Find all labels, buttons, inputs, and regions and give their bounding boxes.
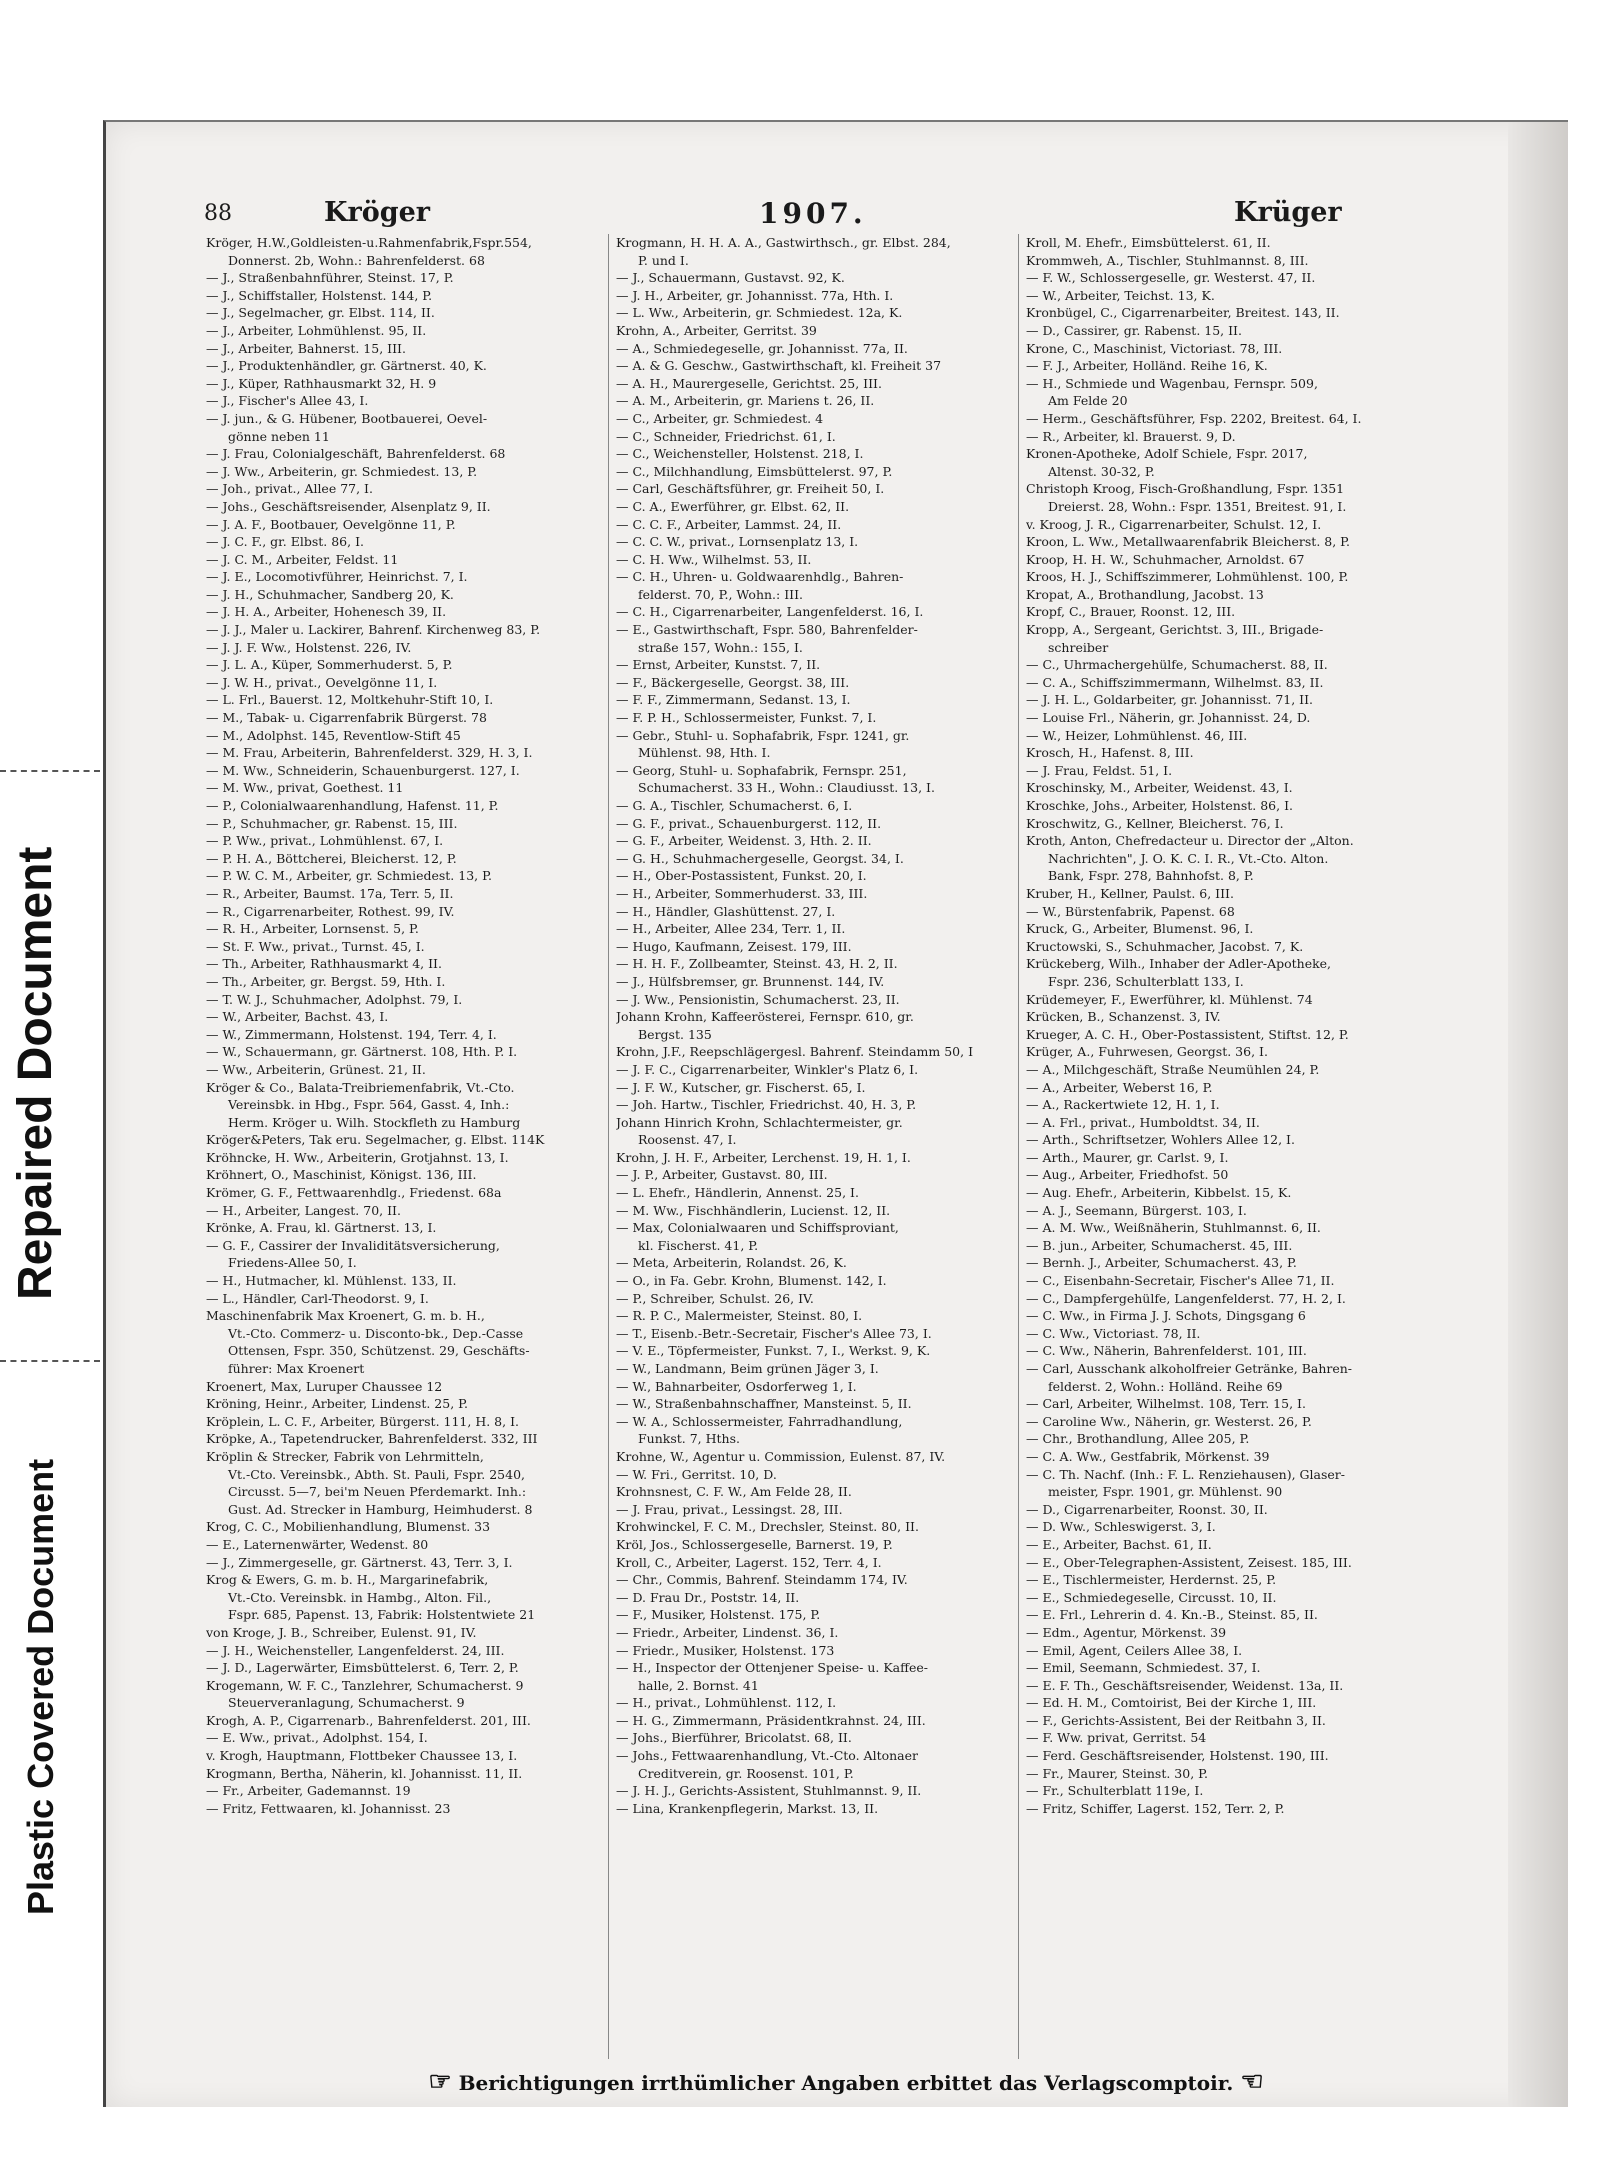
directory-entry: Krone, C., Maschinist, Victoriast. 78, III. xyxy=(1026,340,1283,356)
directory-entry: — J. H., Arbeiter, gr. Johannisst. 77a, Hth. I. xyxy=(616,287,894,303)
directory-entry: straße 157, Wohn.: 155, I. xyxy=(638,639,803,655)
directory-entry: Kröger, H.W.,Goldleisten-u.Rahmenfabrik,Fspr.554, xyxy=(206,235,532,250)
directory-entry: Kroschwitz, G., Kellner, Bleicherst. 76, I. xyxy=(1026,815,1284,831)
directory-entry: — D. Ww., Schleswigerst. 3, I. xyxy=(1026,1519,1216,1535)
directory-entry: Kroschinsky, M., Arbeiter, Weidenst. 43, I. xyxy=(1026,780,1293,796)
directory-entry: Kroenert, Max, Luruper Chaussee 12 xyxy=(206,1378,443,1394)
directory-entry: schreiber xyxy=(1048,639,1109,655)
directory-entry: — A., Milchgeschäft, Straße Neumühlen 24, P. xyxy=(1026,1061,1320,1077)
directory-entry: Am Felde 20 xyxy=(1048,393,1128,409)
directory-entry: — F. Ww. privat, Gerritst. 54 xyxy=(1026,1730,1207,1746)
directory-entry: — Joh., privat., Allee 77, I. xyxy=(206,481,373,497)
directory-entry: Kröplin & Strecker, Fabrik von Lehrmitteln, xyxy=(206,1448,484,1464)
directory-entry: — W., Heizer, Lohmühlenst. 46, III. xyxy=(1026,727,1248,743)
plastic-covered-document-label: Plastic Covered Document xyxy=(20,1458,61,1915)
directory-entry: — J. C. M., Arbeiter, Feldst. 11 xyxy=(206,551,399,567)
footer-notice: Berichtigungen irrthümlicher Angaben erbittet das Verlagscomptoir. xyxy=(458,2071,1234,2095)
directory-entry: Creditverein, gr. Roosenst. 101, P. xyxy=(638,1765,854,1781)
directory-entry: — C., Eisenbahn-Secretair, Fischer's Allee 71, II. xyxy=(1026,1273,1335,1289)
directory-entry: — G. F., Cassirer der Invaliditätsversicherung, xyxy=(206,1237,500,1253)
directory-entry: — Edm., Agentur, Mörkenst. 39 xyxy=(1026,1624,1227,1640)
directory-entry: — G. A., Tischler, Schumacherst. 6, I. xyxy=(616,798,853,813)
directory-entry: Bergst. 135 xyxy=(638,1026,712,1042)
directory-entry: — W., Schauermann, gr. Gärtnerst. 108, Hth. P. I. xyxy=(206,1044,518,1060)
directory-entry: — P. Ww., privat., Lohmühlenst. 67, I. xyxy=(206,833,444,849)
directory-entry: Kropat, A., Brothandlung, Jacobst. 13 xyxy=(1026,586,1264,602)
directory-entry: — M. Frau, Arbeiterin, Bahrenfelderst. 329, H. 3, I. xyxy=(206,745,533,761)
directory-entry: Krohnsnest, C. F. W., Am Felde 28, II. xyxy=(616,1484,852,1500)
directory-entry: — H., Hutmacher, kl. Mühlenst. 133, II. xyxy=(206,1273,457,1289)
directory-entry: Kröl, Jos., Schlossergeselle, Barnerst. 19, P. xyxy=(616,1536,893,1552)
directory-entry: — A., Arbeiter, Weberst 16, P. xyxy=(1026,1079,1213,1095)
directory-entry: — Arth., Maurer, gr. Carlst. 9, I. xyxy=(1026,1149,1229,1165)
directory-entry: — J. J. F. Ww., Holstenst. 226, IV. xyxy=(206,639,412,655)
section-divider-bottom xyxy=(0,1360,100,1362)
directory-entry: — C., Milchhandlung, Eimsbüttelerst. 97, P. xyxy=(616,463,893,479)
directory-entry: — C. A., Ewerführer, gr. Elbst. 62, II. xyxy=(616,498,850,514)
directory-entry: — Th., Arbeiter, gr. Bergst. 59, Hth. I. xyxy=(206,973,446,989)
directory-entry: — P., Schuhmacher, gr. Rabenst. 15, III. xyxy=(206,815,458,831)
directory-entry: — J., Arbeiter, Bahnerst. 15, III. xyxy=(206,340,406,356)
directory-entry: Kröning, Heinr., Arbeiter, Lindenst. 25, P. xyxy=(206,1396,469,1412)
directory-entry: Krog & Ewers, G. m. b. H., Margarinefabrik, xyxy=(206,1572,489,1588)
directory-entry: v. Krogh, Hauptmann, Flottbeker Chaussee 13, I. xyxy=(206,1748,518,1764)
directory-entry: — L. Ww., Arbeiterin, gr. Schmiedest. 12a, K. xyxy=(616,305,903,321)
directory-entry: — Ernst, Arbeiter, Kunstst. 7, II. xyxy=(616,657,821,673)
directory-entry: P. und I. xyxy=(638,252,689,268)
directory-entry: — M. Ww., privat, Goethest. 11 xyxy=(206,780,404,796)
directory-entry: — W., Bürstenfabrik, Papenst. 68 xyxy=(1026,903,1235,919)
directory-entry: Kronbügel, C., Cigarrenarbeiter, Breitest. 143, II. xyxy=(1026,305,1340,321)
directory-entry: — J. F. C., Cigarrenarbeiter, Winkler's Platz 6, I. xyxy=(616,1061,919,1077)
directory-entry: — J. L. A., Küper, Sommerhuderst. 5, P. xyxy=(206,657,453,673)
directory-entry: — B. jun., Arbeiter, Schumacherst. 45, III. xyxy=(1026,1237,1293,1253)
directory-entry: Krüdemeyer, F., Ewerführer, kl. Mühlenst. 74 xyxy=(1026,991,1313,1007)
directory-entry: — W., Straßenbahnschaffner, Mansteinst. 5, II. xyxy=(616,1396,912,1412)
directory-entry: Kroop, H. H. W., Schuhmacher, Arnoldst. 67 xyxy=(1026,551,1305,567)
directory-entry: — H., privat., Lohmühlenst. 112, I. xyxy=(616,1695,837,1711)
directory-entry: Kroll, C., Arbeiter, Lagerst. 152, Terr. 4, I. xyxy=(616,1554,882,1570)
column-rule xyxy=(1018,234,1019,2059)
directory-entry: — Louise Frl., Näherin, gr. Johannisst. 24, D. xyxy=(1026,710,1311,726)
directory-entry: — Emil, Seemann, Schmiedest. 37, I. xyxy=(1026,1660,1261,1676)
directory-entry: — Fr., Schulterblatt 119e, I. xyxy=(1026,1783,1204,1799)
directory-entry: — C. Ww., in Firma J. J. Schots, Dingsgang 6 xyxy=(1026,1308,1306,1324)
directory-entry: Krücken, B., Schanzenst. 3, IV. xyxy=(1026,1009,1221,1025)
directory-entry: Kropf, C., Brauer, Roonst. 12, III. xyxy=(1026,604,1236,620)
directory-entry: — Meta, Arbeiterin, Rolandst. 26, K. xyxy=(616,1255,847,1271)
directory-entry: — J. jun., & G. Hübener, Bootbauerei, Oevel- xyxy=(206,410,488,426)
directory-entry: Kronen-Apotheke, Adolf Schiele, Fspr. 2017, xyxy=(1026,446,1308,462)
directory-entry: — E. Frl., Lehrerin d. 4. Kn.-B., Steinst. 85, II. xyxy=(1026,1607,1318,1623)
directory-entry: Kruber, H., Kellner, Paulst. 6, III. xyxy=(1026,885,1234,901)
directory-entry: — J. Ww., Pensionistin, Schumacherst. 23, II. xyxy=(616,991,900,1007)
directory-entry: Johann Krohn, Kaffeerösterei, Fernspr. 610, gr. xyxy=(616,1009,914,1025)
directory-entry: Vt.-Cto. Vereinsbk. in Hambg., Alton. Fil., xyxy=(228,1589,492,1605)
directory-entry: — J. F. W., Kutscher, gr. Fischerst. 65, I. xyxy=(616,1079,866,1095)
directory-entry: — J. W. H., privat., Oevelgönne 11, I. xyxy=(206,674,438,690)
directory-entry: Ottensen, Fspr. 350, Schützenst. 29, Geschäfts- xyxy=(228,1343,530,1359)
directory-entry: Krogmann, Bertha, Näherin, kl. Johannisst. 11, II. xyxy=(206,1765,523,1781)
directory-entry: — Friedr., Musiker, Holstenst. 173 xyxy=(616,1642,835,1658)
directory-entry: — R., Arbeiter, Baumst. 17a, Terr. 5, II. xyxy=(206,885,454,901)
directory-entry: meister, Fspr. 1901, gr. Mühlenst. 90 xyxy=(1048,1484,1283,1500)
directory-entry: — M., Adolphst. 145, Reventlow-Stift 45 xyxy=(206,727,461,743)
directory-entry: — M., Tabak- u. Cigarrenfabrik Bürgerst. 78 xyxy=(206,710,487,726)
directory-entry: Kropp, A., Sergeant, Gerichtst. 3, III., Brigade- xyxy=(1026,622,1324,638)
directory-entry: — C. A. Ww., Gestfabrik, Mörkenst. 39 xyxy=(1026,1448,1270,1464)
directory-entry: — H., Inspector der Ottenjener Speise- u. Kaffee- xyxy=(616,1660,929,1676)
directory-entry: — J. Ww., Arbeiterin, gr. Schmiedest. 13, P. xyxy=(206,463,478,479)
page-number: 88 xyxy=(204,201,232,226)
directory-entry: — J. A. F., Bootbauer, Oevelgönne 11, P. xyxy=(206,516,456,532)
directory-entry: Nachrichten", J. O. K. C. I. R., Vt.-Cto. Alton. xyxy=(1048,850,1329,866)
directory-entry: — Ferd. Geschäftsreisender, Holstenst. 190, III. xyxy=(1026,1748,1329,1764)
directory-entry: Kroschke, Johs., Arbeiter, Holstenst. 86, I. xyxy=(1026,798,1293,813)
directory-entry: — F., Gerichts-Assistent, Bei der Reitbahn 3, II. xyxy=(1026,1712,1326,1728)
directory-entry: — H., Arbeiter, Langest. 70, II. xyxy=(206,1202,401,1218)
directory-entry: — A., Rackertwiete 12, H. 1, I. xyxy=(1026,1097,1220,1113)
directory-entry: — J. D., Lagerwärter, Eimsbüttelerst. 6, Terr. 2, P. xyxy=(206,1660,519,1676)
directory-entry: Kröhnert, O., Maschinist, Königst. 136, III. xyxy=(206,1167,477,1183)
directory-entry: — A., Schmiedegeselle, gr. Johannisst. 77a, II. xyxy=(616,340,908,356)
directory-entry: — P., Colonialwaarenhandlung, Hafenst. 11, P. xyxy=(206,798,499,813)
directory-entry: — H. G., Zimmermann, Präsidentkrahnst. 24, III. xyxy=(616,1712,926,1728)
directory-entry: Friedens-Allee 50, I. xyxy=(228,1255,357,1271)
directory-entry: — T., Eisenb.-Betr.-Secretair, Fischer's Allee 73, I. xyxy=(616,1325,932,1341)
directory-entry: Krueger, A. C. H., Ober-Postassistent, Stiftst. 12, P. xyxy=(1026,1026,1349,1042)
directory-entry: — J. H. L., Goldarbeiter, gr. Johannisst. 71, II. xyxy=(1026,692,1314,708)
directory-entry: — C., Dampfergehülfe, Langenfelderst. 77, H. 2, I. xyxy=(1026,1290,1346,1306)
directory-entry: — Lina, Krankenpflegerin, Markst. 13, II. xyxy=(616,1800,879,1816)
directory-entry: — Fr., Maurer, Steinst. 30, P. xyxy=(1026,1765,1209,1781)
directory-entry: — A. J., Seemann, Bürgerst. 103, I. xyxy=(1026,1202,1247,1218)
directory-entry: — C. C. F., Arbeiter, Lammst. 24, II. xyxy=(616,516,842,532)
directory-entry: — W., Zimmermann, Holstenst. 194, Terr. 4, I. xyxy=(206,1026,497,1042)
directory-entry: — Chr., Brothandlung, Allee 205, P. xyxy=(1026,1431,1250,1447)
directory-entry: — J. H., Schuhmacher, Sandberg 20, K. xyxy=(206,586,454,602)
directory-entry: — W. Fri., Gerritst. 10, D. xyxy=(616,1466,777,1482)
directory-entry: — H., Arbeiter, Sommerhuderst. 33, III. xyxy=(616,885,868,901)
directory-entry: — W. A., Schlossermeister, Fahrradhandlung, xyxy=(616,1413,903,1429)
directory-entry: — H., Händler, Glashüttenst. 27, I. xyxy=(616,903,836,919)
directory-entry: — J., Straßenbahnführer, Steinst. 17, P. xyxy=(206,270,454,286)
directory-entry: — G. F., privat., Schauenburgerst. 112, II. xyxy=(616,815,882,831)
directory-entry: — J. Frau, Colonialgeschäft, Bahrenfelderst. 68 xyxy=(206,446,506,462)
directory-entry: — E., Laternenwärter, Wedenst. 80 xyxy=(206,1536,429,1552)
directory-entry: — F. F., Zimmermann, Sedanst. 13, I. xyxy=(616,692,851,708)
pointing-hand-icon: ☞ xyxy=(428,2067,452,2097)
directory-entry: — F., Musiker, Holstenst. 175, P. xyxy=(616,1607,821,1623)
directory-entry: Kröpke, A., Tapetendrucker, Bahrenfelderst. 332, III xyxy=(206,1431,538,1447)
directory-entry: — J., Arbeiter, Lohmühlenst. 95, II. xyxy=(206,322,427,338)
directory-entry: — P. W. C. M., Arbeiter, gr. Schmiedest. 13, P. xyxy=(206,868,492,884)
directory-entry: — M. Ww., Schneiderin, Schauenburgerst. 127, I. xyxy=(206,762,520,778)
directory-entry: — J. H. A., Arbeiter, Hohenesch 39, II. xyxy=(206,604,447,620)
directory-entry: Kroth, Anton, Chefredacteur u. Director der „Alton. xyxy=(1026,833,1354,849)
directory-entry: Christoph Kroog, Fisch-Großhandlung, Fspr. 1351 xyxy=(1026,481,1345,497)
directory-entry: — L., Händler, Carl-Theodorst. 9, I. xyxy=(206,1290,429,1306)
directory-entry: — Max, Colonialwaaren und Schiffsproviant, xyxy=(616,1220,899,1236)
directory-entry: Krohn, J.F., Reepschlägergesl. Bahrenf. Steindamm 50, I xyxy=(616,1044,974,1060)
directory-entry: Schumacherst. 33 H., Wohn.: Claudiusst. 13, I. xyxy=(638,780,935,796)
directory-entry: — J., Schauermann, Gustavst. 92, K. xyxy=(616,270,845,286)
directory-entry: felderst. 2, Wohn.: Holländ. Reihe 69 xyxy=(1048,1378,1283,1394)
directory-entry: — Fr., Arbeiter, Gademannst. 19 xyxy=(206,1783,411,1799)
directory-entry: — St. F. Ww., privat., Turnst. 45, I. xyxy=(206,938,425,954)
directory-entry: — Th., Arbeiter, Rathhausmarkt 4, II. xyxy=(206,956,442,972)
directory-entry: — R., Cigarrenarbeiter, Rothest. 99, IV. xyxy=(206,903,455,919)
directory-entry: — W., Bahnarbeiter, Osdorferweg 1, I. xyxy=(616,1378,857,1394)
directory-entry: — R. P. C., Malermeister, Steinst. 80, I. xyxy=(616,1308,863,1324)
directory-entry: halle, 2. Bornst. 41 xyxy=(638,1677,759,1693)
directory-entry: — D. Frau Dr., Poststr. 14, II. xyxy=(616,1589,800,1605)
directory-entry: v. Kroog, J. R., Cigarrenarbeiter, Schulst. 12, I. xyxy=(1026,516,1322,532)
directory-entry: — C. Ww., Näherin, Bahrenfelderst. 101, III. xyxy=(1026,1343,1307,1359)
page-header xyxy=(204,197,1376,233)
directory-entry: — L. Frl., Bauerst. 12, Moltkehuhr-Stift 10, I. xyxy=(206,692,494,708)
directory-entry: — J. Frau, privat., Lessingst. 28, III. xyxy=(616,1501,843,1517)
directory-entry: — Chr., Commis, Bahrenf. Steindamm 174, IV. xyxy=(616,1572,908,1588)
directory-entry: Krogh, A. P., Cigarrenarb., Bahrenfelderst. 201, III. xyxy=(206,1712,531,1728)
section-divider-top xyxy=(0,770,100,772)
directory-entry: Kröplein, L. C. F., Arbeiter, Bürgerst. 111, H. 8, I. xyxy=(206,1413,519,1429)
directory-entry: Circusst. 5—7, bei'm Neuen Pferdemarkt. Inh.: xyxy=(228,1484,527,1500)
directory-entry: — Johs., Geschäftsreisender, Alsenplatz 9, II. xyxy=(206,498,491,514)
directory-entry: — J. P., Arbeiter, Gustavst. 80, III. xyxy=(616,1167,828,1183)
directory-entry: — C. H., Cigarrenarbeiter, Langenfelderst. 16, I. xyxy=(616,604,924,620)
directory-entry: kl. Fischerst. 41, P. xyxy=(638,1237,759,1253)
directory-entry: — D., Cassirer, gr. Rabenst. 15, II. xyxy=(1026,322,1242,338)
directory-entry: Fspr. 236, Schulterblatt 133, I. xyxy=(1048,973,1244,989)
directory-entry: — J., Schiffstaller, Holstenst. 144, P. xyxy=(206,287,433,303)
directory-entry: — C., Schneider, Friedrichst. 61, I. xyxy=(616,428,836,444)
directory-entry: — E., Gastwirthschaft, Fspr. 580, Bahrenfelder- xyxy=(616,622,918,638)
directory-entry: — A. & G. Geschw., Gastwirthschaft, kl. Freiheit 37 xyxy=(616,358,942,374)
directory-entry: — Carl, Geschäftsführer, gr. Freiheit 50, I. xyxy=(616,481,885,497)
directory-entry: Krohne, W., Agentur u. Commission, Eulenst. 87, IV. xyxy=(616,1448,946,1464)
left-running-head: Kröger xyxy=(324,197,430,228)
directory-entry: Krog, C. C., Mobilienhandlung, Blumenst. 33 xyxy=(206,1519,491,1535)
directory-entry: — W., Landmann, Beim grünen Jäger 3, I. xyxy=(616,1361,879,1376)
directory-entry: Krohwinckel, F. C. M., Drechsler, Steinst. 80, II. xyxy=(616,1519,919,1535)
directory-entry: Krohn, A., Arbeiter, Gerritst. 39 xyxy=(616,322,817,338)
directory-entry: Roosenst. 47, I. xyxy=(638,1132,737,1148)
directory-entry: — Friedr., Arbeiter, Lindenst. 36, I. xyxy=(616,1624,839,1640)
directory-entry: — Joh. Hartw., Tischler, Friedrichst. 40, H. 3, P. xyxy=(616,1097,917,1113)
directory-entry: — Carl, Arbeiter, Wilhelmst. 108, Terr. 15, I. xyxy=(1026,1396,1306,1412)
directory-entry: — E. F. Th., Geschäftsreisender, Weidenst. 13a, II. xyxy=(1026,1677,1344,1693)
directory-entry: — Aug., Arbeiter, Friedhofst. 50 xyxy=(1026,1167,1229,1183)
directory-entry: — Herm., Geschäftsführer, Fsp. 2202, Breitest. 64, I. xyxy=(1026,410,1362,426)
directory-entry: von Kroge, J. B., Schreiber, Eulenst. 91, IV. xyxy=(206,1624,477,1640)
directory-entry: — D., Cigarrenarbeiter, Roonst. 30, II. xyxy=(1026,1501,1268,1517)
directory-entry: Krüger, A., Fuhrwesen, Georgst. 36, I. xyxy=(1026,1044,1268,1060)
directory-entry: — P. H. A., Böttcherei, Bleicherst. 12, P. xyxy=(206,850,457,866)
directory-entry: — Ed. H. M., Comtoirist, Bei der Kirche 1, III. xyxy=(1026,1695,1317,1711)
directory-entry: — J., Zimmergeselle, gr. Gärtnerst. 43, Terr. 3, I. xyxy=(206,1554,513,1570)
directory-entry: — F. P. H., Schlossermeister, Funkst. 7, I. xyxy=(616,710,877,726)
directory-entry: felderst. 70, P., Wohn.: III. xyxy=(638,586,804,602)
directory-entry: Krosch, H., Hafenst. 8, III. xyxy=(1026,745,1194,761)
directory-entry: — G. F., Arbeiter, Weidenst. 3, Hth. 2. II. xyxy=(616,833,872,849)
directory-entry: — J. Frau, Feldst. 51, I. xyxy=(1026,762,1173,778)
column-rule xyxy=(608,234,609,2059)
directory-entry: Krückeberg, Wilh., Inhaber der Adler-Apotheke, xyxy=(1026,956,1332,972)
directory-entry: Kroos, H. J., Schiffszimmerer, Lohmühlenst. 100, P. xyxy=(1026,569,1349,585)
directory-entry: — Emil, Agent, Ceilers Allee 38, I. xyxy=(1026,1642,1243,1658)
directory-entry: — C. C. W., privat., Lornsenplatz 13, I. xyxy=(616,534,859,550)
directory-entry: — V. E., Töpfermeister, Funkst. 7, I., Werkst. 9, K. xyxy=(616,1343,931,1359)
directory-entry: Kruck, G., Arbeiter, Blumenst. 96, I. xyxy=(1026,921,1254,937)
directory-entry: — H., Arbeiter, Allee 234, Terr. 1, II. xyxy=(616,921,846,937)
directory-entry: Vt.-Cto. Vereinsbk., Abth. St. Pauli, Fspr. 2540, xyxy=(228,1466,525,1482)
directory-entry: — P., Schreiber, Schulst. 26, IV. xyxy=(616,1290,814,1306)
directory-entry: Krogemann, W. F. C., Tanzlehrer, Schumacherst. 9 xyxy=(206,1677,524,1693)
directory-entry: Kröhncke, H. Ww., Arbeiterin, Grotjahnst. 13, I. xyxy=(206,1149,509,1165)
directory-entry: Funkst. 7, Hths. xyxy=(638,1431,740,1447)
directory-entry: Altenst. 30-32, P. xyxy=(1048,463,1155,479)
directory-entry: — J., Küper, Rathhausmarkt 32, H. 9 xyxy=(206,375,437,391)
directory-entry: — C. Ww., Victoriast. 78, II. xyxy=(1026,1325,1201,1341)
repaired-document-label: Repaired Document xyxy=(9,846,62,1300)
directory-entry: — E., Tischlermeister, Herdernst. 25, P. xyxy=(1026,1572,1277,1588)
directory-entry: — Bernh. J., Arbeiter, Schumacherst. 43, P. xyxy=(1026,1255,1297,1271)
directory-entry: — C. A., Schiffszimmermann, Wilhelmst. 83, II. xyxy=(1026,674,1324,690)
directory-entry: — G. H., Schuhmachergeselle, Georgst. 34, I. xyxy=(616,850,904,866)
directory-column-3 xyxy=(1026,234,1418,1817)
directory-entry: gönne neben 11 xyxy=(228,428,330,444)
directory-entry: Kröger&Peters, Tak eru. Segelmacher, g. Elbst. 114K xyxy=(206,1132,545,1148)
directory-entry: — J. J., Maler u. Lackirer, Bahrenf. Kirchenweg 83, P. xyxy=(206,622,541,638)
directory-entry: — A. M., Arbeiterin, gr. Mariens t. 26, II. xyxy=(616,393,875,409)
directory-entry: — A. M. Ww., Weißnäherin, Stuhlmannst. 6, II. xyxy=(1026,1220,1321,1236)
directory-entry: — Gebr., Stuhl- u. Sophafabrik, Fspr. 1241, gr. xyxy=(616,727,910,743)
directory-entry: — O., in Fa. Gebr. Krohn, Blumenst. 142, I. xyxy=(616,1273,887,1289)
directory-entry: — Aug. Ehefr., Arbeiterin, Kibbelst. 15, K. xyxy=(1026,1185,1292,1201)
directory-entry: — J., Hülfsbremser, gr. Brunnenst. 144, IV. xyxy=(616,973,885,989)
directory-entry: Dreierst. 28, Wohn.: Fspr. 1351, Breitest. 91, I. xyxy=(1048,498,1347,514)
directory-entry: Krogmann, H. H. A. A., Gastwirthsch., gr. Elbst. 284, xyxy=(616,235,951,250)
directory-entry: — F. J., Arbeiter, Holländ. Reihe 16, K. xyxy=(1026,358,1268,374)
directory-entry: — Georg, Stuhl- u. Sophafabrik, Fernspr. 251, xyxy=(616,762,907,778)
directory-entry: — Carl, Ausschank alkoholfreier Getränke, Bahren- xyxy=(1026,1361,1353,1376)
directory-entry: — J. H. J., Gerichts-Assistent, Stuhlmannst. 9, II. xyxy=(616,1783,922,1799)
directory-entry: — F. W., Schlossergeselle, gr. Westerst. 47, II. xyxy=(1026,270,1316,286)
directory-entry: Kroon, L. Ww., Metallwaarenfabrik Bleicherst. 8, P. xyxy=(1026,534,1351,550)
directory-column-2 xyxy=(616,234,1008,1817)
directory-entry: Gust. Ad. Strecker in Hamburg, Heimhuderst. 8 xyxy=(228,1501,533,1517)
directory-entry: Krömer, G. F., Fettwaarenhdlg., Friedenst. 68a xyxy=(206,1185,502,1201)
directory-entry: — J., Segelmacher, gr. Elbst. 114, II. xyxy=(206,305,435,321)
directory-entry: — C., Weichensteller, Holstenst. 218, I. xyxy=(616,446,864,462)
directory-entry: — A. H., Maurergeselle, Gerichtst. 25, III. xyxy=(616,375,882,391)
directory-entry: — C. H. Ww., Wilhelmst. 53, II. xyxy=(616,551,812,567)
directory-entry: Krönke, A. Frau, kl. Gärtnerst. 13, I. xyxy=(206,1220,437,1236)
directory-entry: Kröger & Co., Balata-Treibriemenfabrik, Vt.-Cto. xyxy=(206,1079,515,1095)
directory-entry: Vt.-Cto. Commerz- u. Disconto-bk., Dep.-Casse xyxy=(228,1325,524,1341)
directory-entry: Kroll, M. Ehefr., Eimsbüttelerst. 61, II. xyxy=(1026,235,1271,250)
directory-entry: — W., Arbeiter, Bachst. 43, I. xyxy=(206,1009,389,1025)
directory-entry: — Johs., Bierführer, Bricolatst. 68, II. xyxy=(616,1730,852,1746)
directory-entry: — J., Fischer's Allee 43, I. xyxy=(206,393,369,409)
directory-entry: — C. Th. Nachf. (Inh.: F. L. Renziehausen), Glaser- xyxy=(1026,1466,1345,1482)
directory-entry: — Fritz, Fettwaaren, kl. Johannisst. 23 xyxy=(206,1800,451,1816)
directory-entry: — W., Arbeiter, Teichst. 13, K. xyxy=(1026,287,1215,303)
directory-entry: — J. C. F., gr. Elbst. 86, I. xyxy=(206,534,364,550)
pointing-hand-icon: ☜ xyxy=(1240,2067,1264,2097)
right-running-head: Krüger xyxy=(1234,197,1342,228)
directory-entry: — C. H., Uhren- u. Goldwaarenhdlg., Bahren- xyxy=(616,569,904,585)
directory-entry: Maschinenfabrik Max Kroenert, G. m. b. H., xyxy=(206,1308,485,1324)
directory-entry: Krohn, J. H. F., Arbeiter, Lerchenst. 19, H. 1, I. xyxy=(616,1149,911,1165)
directory-entry: Krommweh, A., Tischler, Stuhlmannst. 8, III. xyxy=(1026,252,1309,268)
directory-entry: — E., Schmiedegeselle, Circusst. 10, II. xyxy=(1026,1589,1277,1605)
directory-entry: — F., Bäckergeselle, Georgst. 38, III. xyxy=(616,674,850,690)
directory-entry: — Hugo, Kaufmann, Zeisest. 179, III. xyxy=(616,938,852,954)
directory-entry: Steuerveranlagung, Schumacherst. 9 xyxy=(228,1695,465,1711)
directory-entry: Fspr. 685, Papenst. 13, Fabrik: Holstentwiete 21 xyxy=(228,1607,536,1623)
page-edge-shadow xyxy=(1508,122,1568,2107)
directory-entry: — Johs., Fettwaarenhandlung, Vt.-Cto. Altonaer xyxy=(616,1748,918,1764)
directory-entry: — Ww., Arbeiterin, Grünest. 21, II. xyxy=(206,1061,426,1077)
directory-entry: — R. H., Arbeiter, Lornsenst. 5, P. xyxy=(206,921,419,937)
directory-entry: — H. H. F., Zollbeamter, Steinst. 43, H. 2, II. xyxy=(616,956,898,972)
year-heading: 1907. xyxy=(759,197,867,230)
directory-entry: — M. Ww., Fischhändlerin, Lucienst. 12, II. xyxy=(616,1202,891,1218)
directory-column-1 xyxy=(206,234,598,1817)
directory-entry: — Caroline Ww., Näherin, gr. Westerst. 26, P. xyxy=(1026,1413,1312,1429)
directory-entry: — Fritz, Schiffer, Lagerst. 152, Terr. 2, P. xyxy=(1026,1800,1285,1816)
directory-entry: Vereinsbk. in Hbg., Fspr. 564, Gasst. 4, Inh.: xyxy=(228,1097,510,1113)
directory-entry: — C., Arbeiter, gr. Schmiedest. 4 xyxy=(616,410,824,426)
directory-entry: Mühlenst. 98, Hth. I. xyxy=(638,745,771,761)
directory-entry: — J. H., Weichensteller, Langenfelderst. 24, III. xyxy=(206,1642,505,1658)
directory-entry: — L. Ehefr., Händlerin, Annenst. 25, I. xyxy=(616,1185,859,1201)
directory-entry: führer: Max Kroenert xyxy=(228,1361,365,1376)
directory-entry: — C., Uhrmachergehülfe, Schumacherst. 88, II. xyxy=(1026,657,1328,673)
scanned-page xyxy=(103,120,1568,2107)
directory-entry: Bank, Fspr. 278, Bahnhofst. 8, P. xyxy=(1048,868,1254,884)
directory-entry: Johann Hinrich Krohn, Schlachtermeister, gr. xyxy=(616,1114,903,1130)
page-footer xyxy=(386,2067,1306,2097)
directory-entry: — E., Ober-Telegraphen-Assistent, Zeisest. 185, III. xyxy=(1026,1554,1352,1570)
directory-entry: — E. Ww., privat., Adolphst. 154, I. xyxy=(206,1730,428,1746)
directory-entry: — A. Frl., privat., Humboldtst. 34, II. xyxy=(1026,1114,1260,1130)
directory-entry: Herm. Kröger u. Wilh. Stockfleth zu Hamburg xyxy=(228,1114,521,1130)
directory-entry: — J., Produktenhändler, gr. Gärtnerst. 40, K. xyxy=(206,358,487,374)
directory-entry: Donnerst. 2b, Wohn.: Bahrenfelderst. 68 xyxy=(228,252,485,268)
directory-entry: Kructowski, S., Schuhmacher, Jacobst. 7, K. xyxy=(1026,938,1304,954)
directory-entry: — H., Ober-Postassistent, Funkst. 20, I. xyxy=(616,868,867,884)
directory-entry: — H., Schmiede und Wagenbau, Fernspr. 509, xyxy=(1026,375,1318,391)
directory-entry: — R., Arbeiter, kl. Brauerst. 9, D. xyxy=(1026,428,1236,444)
directory-entry: — T. W. J., Schuhmacher, Adolphst. 79, I. xyxy=(206,991,463,1007)
directory-entry: — J. E., Locomotivführer, Heinrichst. 7, I. xyxy=(206,569,468,585)
directory-entry: — E., Arbeiter, Bachst. 61, II. xyxy=(1026,1536,1212,1552)
directory-entry: — Arth., Schriftsetzer, Wohlers Allee 12, I. xyxy=(1026,1132,1295,1148)
